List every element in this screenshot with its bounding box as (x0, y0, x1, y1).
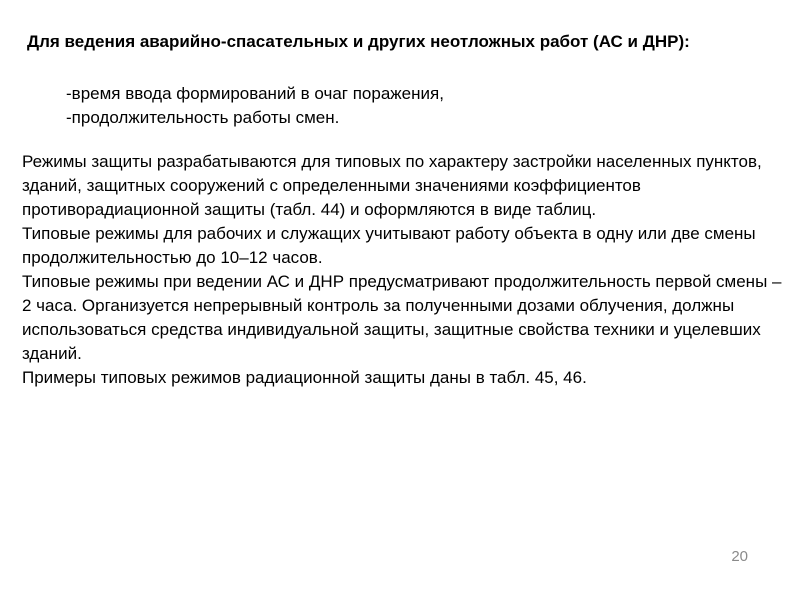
sub-list-item: -продолжительность работы смен. (66, 108, 340, 127)
paragraph: Типовые режимы при ведении АС и ДНР предусматривают продолжительность первой смены – 2 часа. Организуется непрерывный контроль за полученными дозами облучения, должны использоваться средства индивидуальной защиты, защитные свойства техники и уцелевших зданий. (22, 272, 782, 363)
sub-list (66, 82, 444, 130)
paragraph: Примеры типовых режимов радиационной защиты даны в табл. 45, 46. (22, 368, 587, 387)
page-number: 20 (731, 548, 748, 565)
body-text (22, 150, 782, 390)
paragraph: Режимы защиты разрабатываются для типовых по характеру застройки населенных пунктов, зданий, защитных сооружений с определенными значениями коэффициентов противорадиационной защиты (табл. 44) и оформляются в виде таблиц. (22, 152, 762, 219)
heading: Для ведения аварийно-спасательных и других неотложных работ (АС и ДНР): (27, 32, 690, 51)
sub-list-item: -время ввода формирований в очаг поражения, (66, 84, 444, 103)
paragraph: Типовые режимы для рабочих и служащих учитывают работу объекта в одну или две смены продолжительностью до 10–12 часов. (22, 224, 756, 267)
